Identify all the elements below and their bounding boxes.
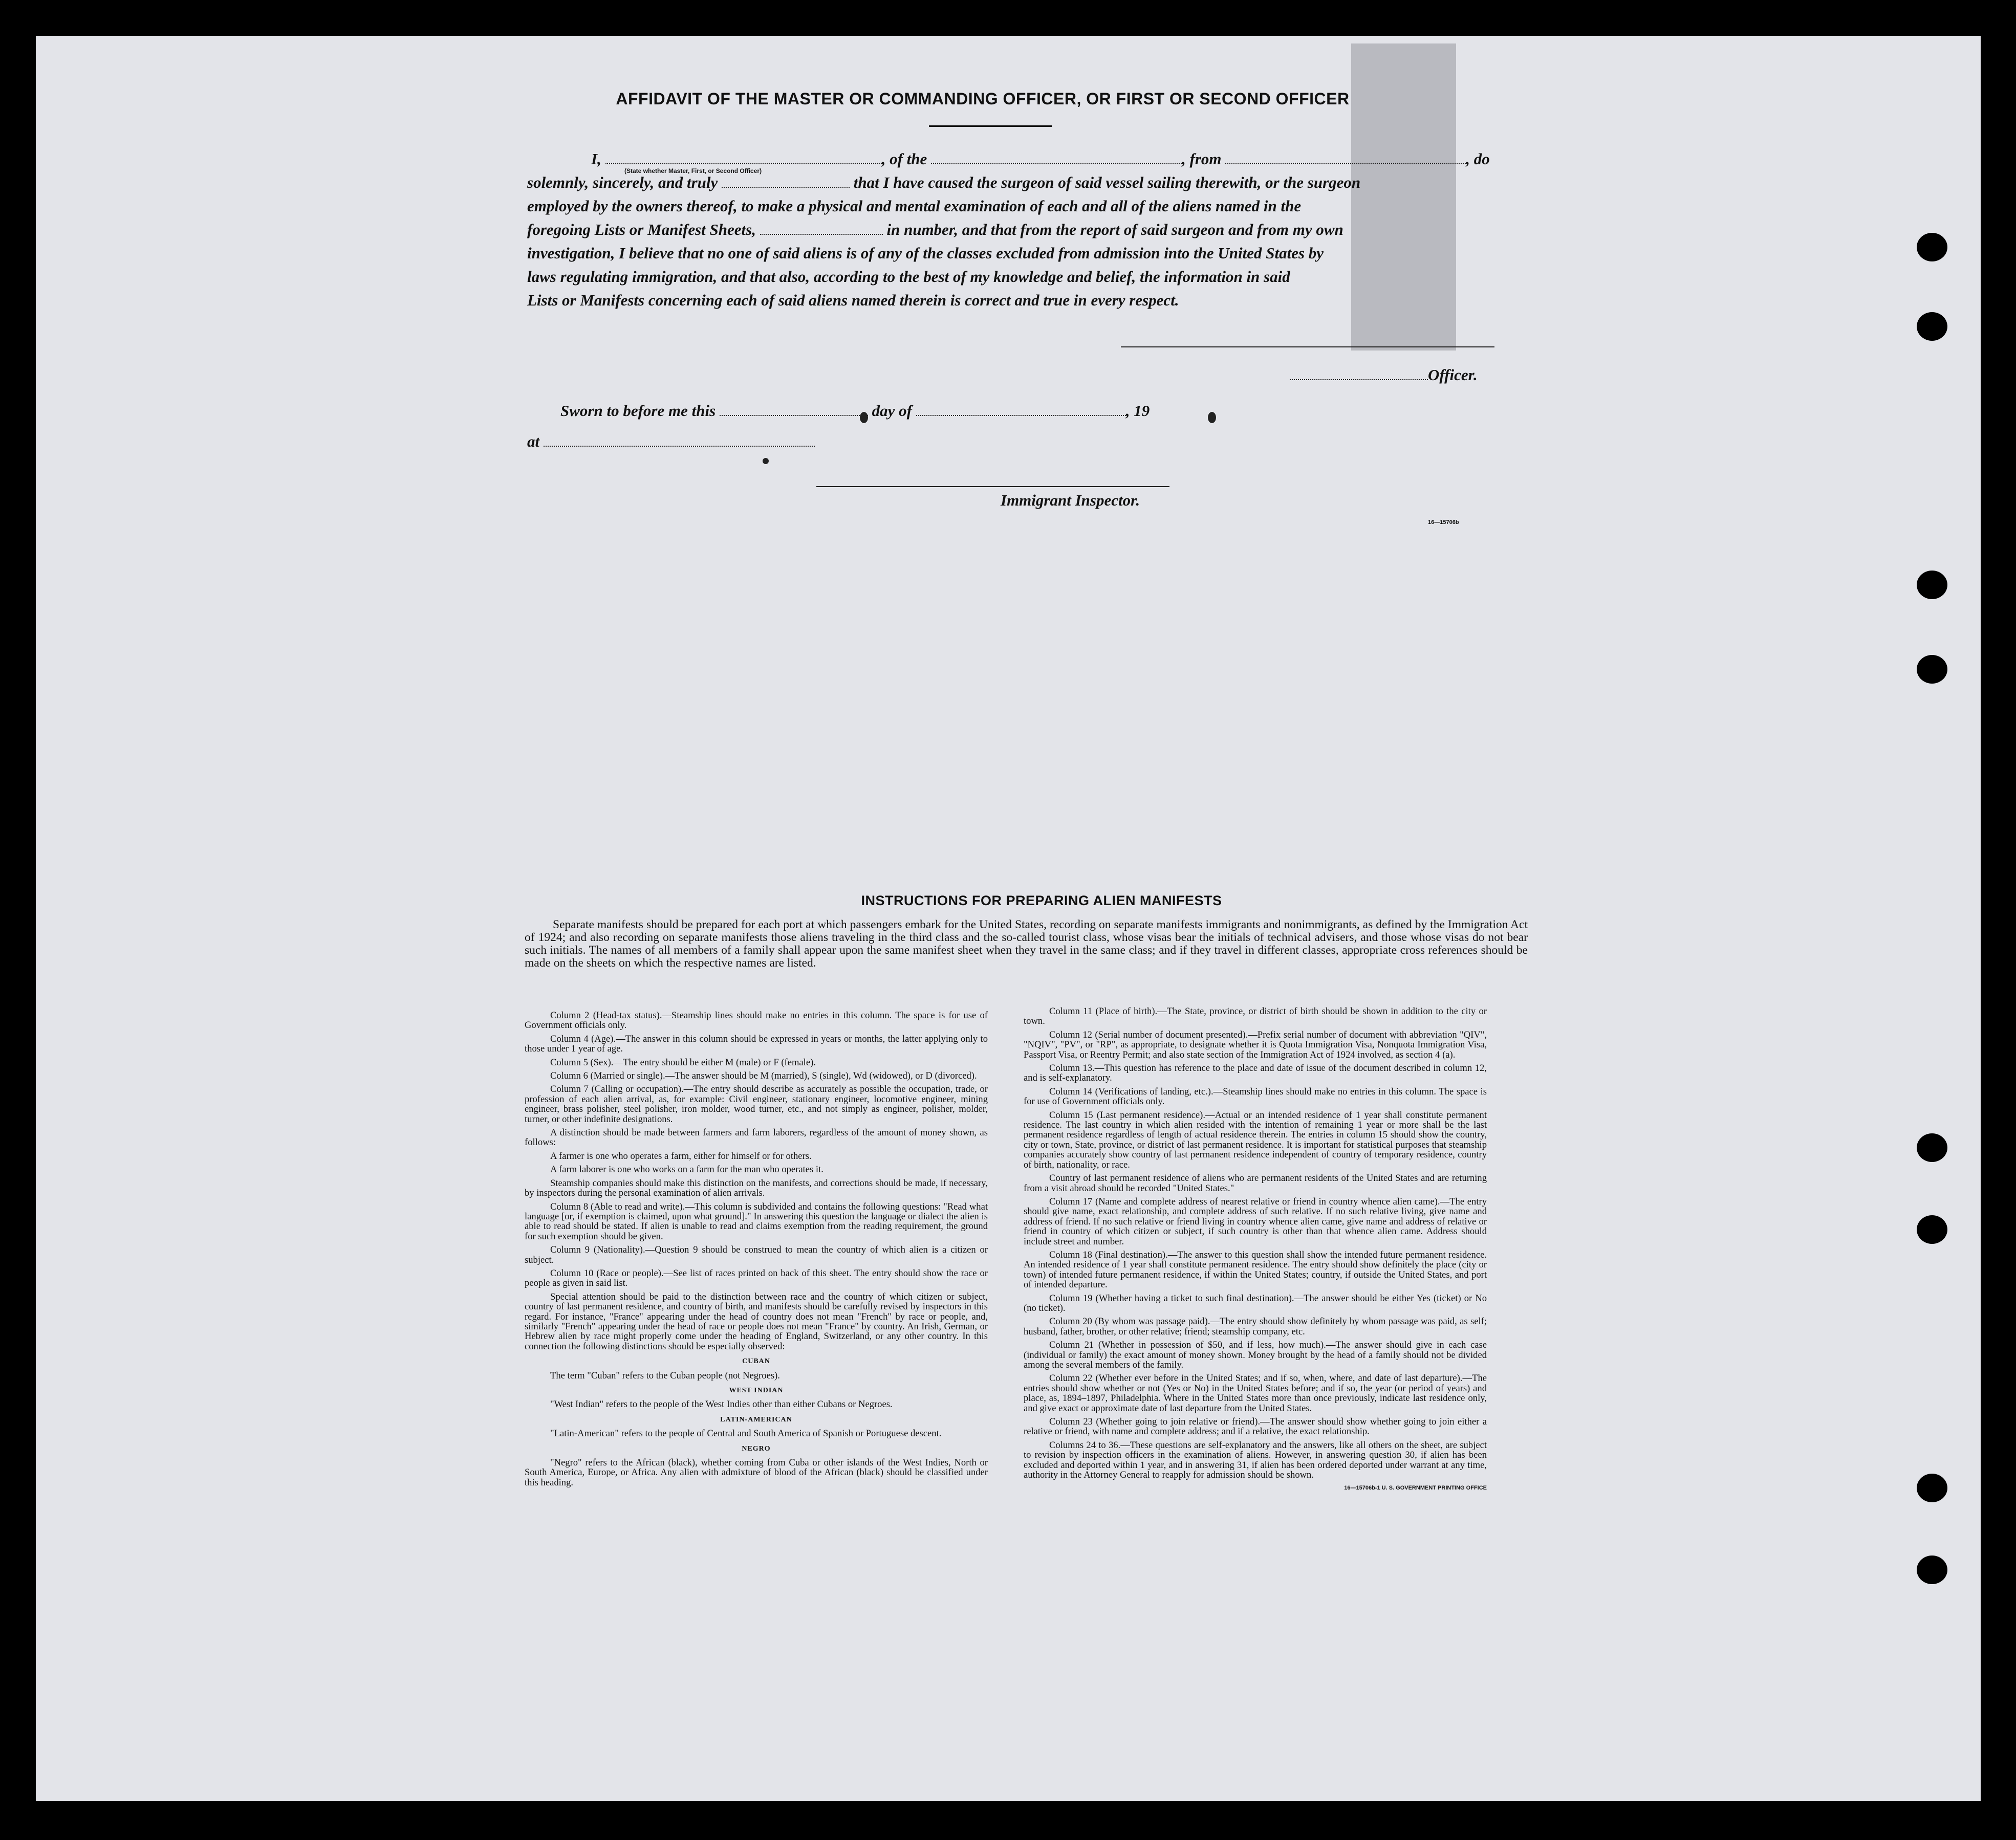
punch-hole bbox=[1917, 1556, 1947, 1584]
latin-american-definition: "Latin-American" refers to the people of Central and South America of Spanish or Portuguese descent. bbox=[550, 1428, 942, 1439]
from-blank[interactable] bbox=[1225, 153, 1466, 164]
ink-spot bbox=[1208, 412, 1216, 423]
title-rule bbox=[929, 125, 1052, 127]
printing-office-code: 16—15706b-1 U. S. GOVERNMENT PRINTING OFFICE bbox=[1344, 1485, 1487, 1492]
punch-hole bbox=[1917, 571, 1947, 599]
instructions-right-column bbox=[1024, 1006, 1487, 1494]
left-para: Column 9 (Nationality).—Question 9 should be construed to mean the country of which alien is a citizen or subject. bbox=[525, 1244, 988, 1265]
cuban-definition: The term "Cuban" refers to the Cuban people (not Negroes). bbox=[550, 1370, 780, 1381]
right-para: Column 17 (Name and complete address of nearest relative or friend in country whence alien came).—The entry should give name, exact relationship, and complete address of such relative. If no such relative living, give name and address of friend. If no such relative or friend living in country whence alien came, give name and address of relative or friend in country of which citizen or subject, if such country is other than that whence alien came. Address should include street and number. bbox=[1024, 1196, 1487, 1247]
left-para: A farmer is one who operates a farm, either for himself or for others. bbox=[550, 1150, 812, 1162]
right-para: Column 15 (Last permanent residence).—Actual or an intended residence of 1 year shall constitute permanent residence. The last country in which alien resided with the intention of remaining 1 year or more shall be the last permanent residence regardless of length of actual residence therein. The entries in column 15 should show the country, city or town, State, province, or district of last permanent residence. It is important for statistical purposes that steamship companies accurately show country of last permanent residence independent of country of temporary residence, country of birth, nationality, or race. bbox=[1024, 1109, 1487, 1170]
instructions-left-column bbox=[525, 1011, 988, 1491]
inspector-label: Immigrant Inspector. bbox=[1001, 491, 1140, 509]
left-para: Column 10 (Race or people).—See list of races printed on back of this sheet. The entry should show the race or people as given in said list. bbox=[525, 1267, 988, 1289]
left-para: Column 6 (Married or single).—The answer should be M (married), S (single), Wd (widowed), or D (divorced). bbox=[550, 1070, 977, 1082]
right-para: Column 13.—This question has reference to the place and date of issue of the document described in column 12, and is self-explanatory. bbox=[1024, 1063, 1487, 1084]
affidavit-title: AFFIDAVIT OF THE MASTER OR COMMANDING OFFICER, OR FIRST OR SECOND OFFICER bbox=[616, 90, 1350, 108]
punch-hole bbox=[1917, 233, 1947, 261]
right-para: Column 20 (By whom was passage paid).—The entry should show definitely by whom passage was paid, as self; husband, father, brother, or other relative; friend; steamship company, etc. bbox=[1024, 1316, 1487, 1337]
rank-blank[interactable] bbox=[722, 177, 850, 188]
right-para: Column 14 (Verifications of landing, etc.).—Steamship lines should make no entries in this column. The space is for use of Government officials only. bbox=[1024, 1086, 1487, 1107]
punch-hole bbox=[1917, 1133, 1947, 1162]
left-para: Column 5 (Sex).—The entry should be either M (male) or F (female). bbox=[550, 1057, 816, 1068]
ink-spot bbox=[860, 412, 868, 423]
punch-hole bbox=[1917, 312, 1947, 341]
sworn-day-blank[interactable] bbox=[720, 405, 868, 416]
affidavit-line-1: I, , of the , from , do bbox=[591, 150, 1490, 168]
right-para: Column 12 (Serial number of document presented).—Prefix serial number of document with abbreviation "QIV", "NQIV", "PV", or "RP", as appropriate, to designate whether it is Quota Immigration Visa, Nonquota Immigration Visa, Passport Visa, or Reentry Permit; and also state section of the Immigration Act of 1924 involved, as section 4 (a). bbox=[1024, 1029, 1487, 1060]
affidavit-form-code: 16—15706b bbox=[1428, 519, 1459, 525]
right-para: Country of last permanent residence of aliens who are permanent residents of the United States and are returning from a visit abroad should be recorded "United States." bbox=[1024, 1173, 1487, 1194]
cuban-heading: CUBAN bbox=[742, 1357, 770, 1366]
left-para: A distinction should be made between farmers and farm laborers, regardless of the amount of money shown, as follows: bbox=[525, 1127, 988, 1148]
inspector-signature-line[interactable] bbox=[816, 486, 1169, 487]
instructions-title: INSTRUCTIONS FOR PREPARING ALIEN MANIFESTS bbox=[861, 893, 1222, 908]
right-para: Column 22 (Whether ever before in the United States; and if so, when, where, and date of last departure).—The entries should show whether or not (Yes or No) in the United States before; and if so, the year (or period of years) and place, as, 1894–1897, Philadelphia. Where in the United States more than once previously, indicate last residence only, and give exact or approximate date of last departure from the United States. bbox=[1024, 1373, 1487, 1414]
left-para: A farm laborer is one who works on a farm for the man who operates it. bbox=[550, 1164, 823, 1175]
latin-american-heading: LATIN-AMERICAN bbox=[720, 1415, 792, 1423]
right-para: Column 11 (Place of birth).—The State, province, or district of birth should be shown in addition to the city or town. bbox=[1024, 1006, 1487, 1027]
west-indian-definition: "West Indian" refers to the people of the West Indies other than either Cubans or Negroes. bbox=[550, 1399, 893, 1410]
affidavit-line-2: solemnly, sincerely, and truly that I have caused the surgeon of said vessel sailing therewith, or the surgeon bbox=[527, 173, 1361, 191]
left-para: Column 8 (Able to read and write).—This column is subdivided and contains the following questions: "Read what language [or, if exemption is claimed, upon what ground]." In answering this question the language or dialect the alien is able to read should be stated. If alien is unable to read and claims exemption from the reading requirement, the ground for such exemption should be given. bbox=[525, 1201, 988, 1242]
affidavit-line-4: foregoing Lists or Manifest Sheets, in number, and that from the report of said surgeon and from my own bbox=[527, 221, 1343, 238]
affidavit-line-6: laws regulating immigration, and that also, according to the best of my knowledge and belief, the information in said bbox=[527, 268, 1290, 286]
punch-hole bbox=[1917, 1474, 1947, 1502]
right-para: Column 21 (Whether in possession of $50, and if less, how much).—The answer should give in each case (individual or family) the exact amount of money shown. Money brought by the head of a family should not be divided among the several members of the family. bbox=[1024, 1340, 1487, 1370]
left-para: Column 4 (Age).—The answer in this column should be expressed in years or months, the latter applying only to those under 1 year of age. bbox=[525, 1033, 988, 1055]
sworn-month-blank[interactable] bbox=[916, 405, 1126, 416]
affidavit-line-5: investigation, I believe that no one of said aliens is of any of the classes excluded from admission into the United States by bbox=[527, 244, 1324, 262]
officer-rank-note: (State whether Master, First, or Second Officer) bbox=[624, 167, 762, 174]
right-para: Column 19 (Whether having a ticket to such final destination).—The answer should be either Yes (ticket) or No (no ticket). bbox=[1024, 1293, 1487, 1313]
left-para: Steamship companies should make this distinction on the manifests, and corrections should be made, if necessary, by inspectors during the personal examination of alien arrivals. bbox=[525, 1177, 988, 1199]
place-blank[interactable] bbox=[544, 435, 815, 447]
signature-line[interactable] bbox=[1121, 346, 1494, 347]
officer-blank[interactable] bbox=[1290, 369, 1428, 380]
vessel-blank[interactable] bbox=[931, 153, 1182, 164]
right-para: Column 23 (Whether going to join relative or friend).—The answer should show whether going to join either a relative or friend, with name and complete address; and if a relative, the exact relationship. bbox=[1024, 1416, 1487, 1437]
sheets-count-blank[interactable] bbox=[760, 224, 883, 235]
affidavit-line-7: Lists or Manifests concerning each of said aliens named therein is correct and true in every respect. bbox=[527, 291, 1179, 309]
officer-line: Officer. bbox=[1290, 366, 1535, 384]
name-blank[interactable] bbox=[605, 153, 882, 164]
punch-hole bbox=[1917, 655, 1947, 684]
at-line: at bbox=[527, 430, 1530, 453]
negro-definition: "Negro" refers to the African (black), whether coming from Cuba or other islands of the West Indies, North or South America, Europe, or Africa. Any alien with admixture of blood of the African (black) should be classified under this heading. bbox=[525, 1457, 988, 1488]
left-para: Special attention should be paid to the distinction between race and the country of which citizen or subject, country of last permanent residence, and country of birth, and manifests should be carefully revised by inspectors in this regard. For instance, "France" appearing under the head of country does not mean "French" by race or people, and, similarly "French" appearing under the head of race or people does not mean "France" by country. An Irish, German, or Hebrew alien by race might properly come under the heading of England, Switzerland, or any other country. In this connection the following distinctions should be especially observed: bbox=[525, 1291, 988, 1352]
ink-spot bbox=[763, 458, 769, 464]
instructions-intro: Separate manifests should be prepared for each port at which passengers embark for the United States, recording on separate manifests immigrants and nonimmigrants, as defined by the Immigration Act of 1924; and also recording on separate manifests those aliens traveling in the third class and the so-called tourist class, whose visas bear the initials of technical advisers, and those whose visas do not bear such initials. The names of all members of a family shall appear upon the same manifest sheet when they travel in the same class; and if they travel in different classes, appropriate cross references should be made on the sheets on which the respective names are listed. bbox=[525, 918, 1528, 970]
right-para: Column 18 (Final destination).—The answer to this question shall show the intended future permanent residence. An intended residence of 1 year shall constitute permanent residence. The entry should show definitely the place (city or town) of intended future permanent residence, if within the United States; country, if outside the United States, and port of intended departure. bbox=[1024, 1249, 1487, 1290]
affidavit-line-3: employed by the owners thereof, to make a physical and mental examination of each and all of the aliens named in the bbox=[527, 197, 1302, 215]
negro-heading: NEGRO bbox=[742, 1444, 771, 1453]
west-indian-heading: WEST INDIAN bbox=[729, 1387, 784, 1394]
left-para: Column 2 (Head-tax status).—Steamship lines should make no entries in this column. The space is for use of Government officials only. bbox=[525, 1010, 988, 1031]
document-page bbox=[36, 36, 1981, 1801]
right-para: Columns 24 to 36.—These questions are self-explanatory and the answers, like all others on the sheet, are subject to revision by inspection officers in the examination of aliens. However, in answering question 30, if alien has been excluded and deported within 1 year, and in answering 31, if alien has been ordered deported under warrant at any time, authority in the Attorney General to reapply for admission should be shown. bbox=[1024, 1439, 1487, 1481]
sworn-line: Sworn to before me this day of , 19 bbox=[560, 402, 1150, 420]
left-para: Column 7 (Calling or occupation).—The entry should describe as accurately as possible the occupation, trade, or profession of each alien arrival, as, for example: Civil engineer, stationary engineer, locomotive engineer, mining engineer, brass polisher, steel polisher, iron molder, wood turner, etc., and not simply as engineer, polisher, molder, turner, or other indefinite designations. bbox=[525, 1084, 988, 1125]
punch-hole bbox=[1917, 1215, 1947, 1244]
